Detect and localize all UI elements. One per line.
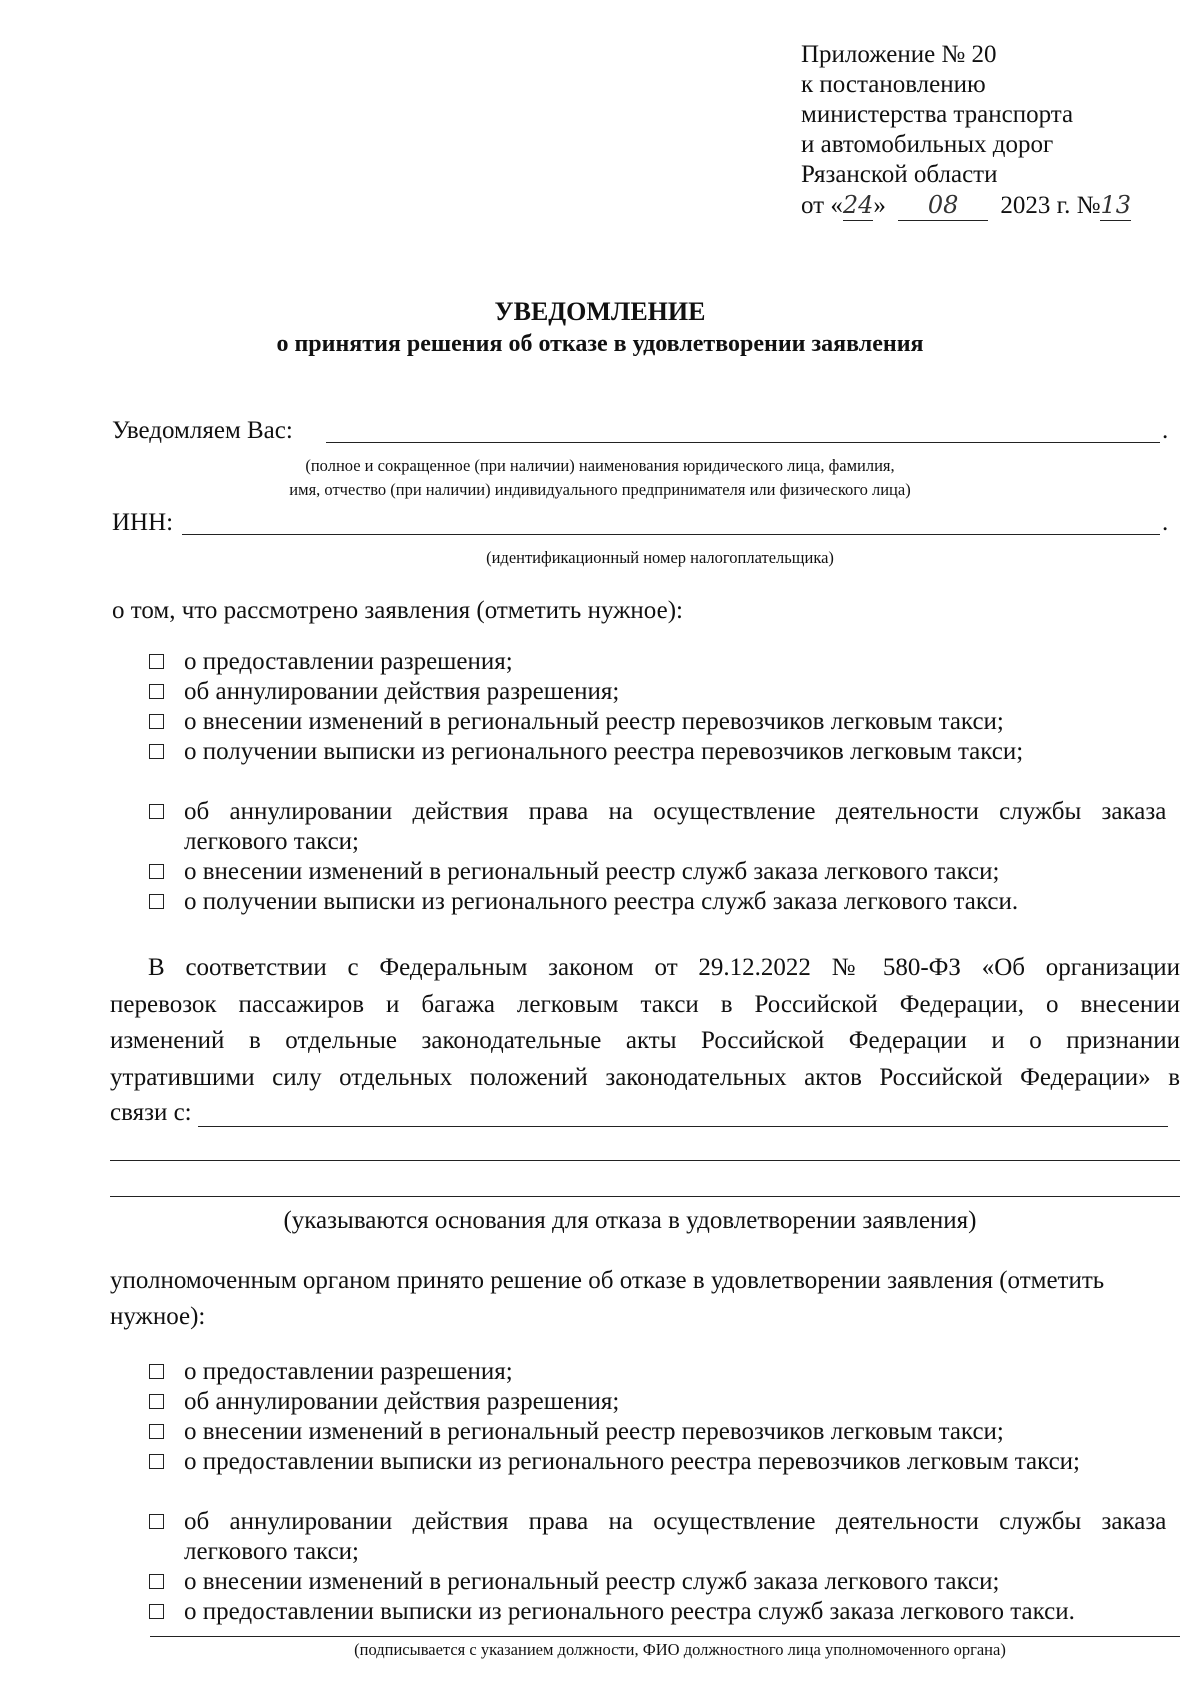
date-month: 08 bbox=[898, 190, 988, 221]
list1-item-text: о внесении изменений в региональный реестр служб заказа легкового такси; bbox=[184, 858, 1000, 885]
list1-item bbox=[149, 797, 1180, 857]
law-line-3: изменений в отдельные законодательные акты Российской Федерации и о признании bbox=[110, 1027, 1180, 1054]
checkbox[interactable] bbox=[149, 654, 164, 669]
inn-end-dot: . bbox=[1162, 509, 1169, 536]
notify-fill-line bbox=[326, 442, 1160, 443]
list1-item-text-justified: об аннулировании действия права на осуществление деятельности службы заказа bbox=[184, 798, 1167, 825]
reason-caption: (указываются основания для отказа в удовлетворении заявления) bbox=[283, 1207, 977, 1234]
appendix-line-4: и автомобильных дорог bbox=[801, 131, 1054, 158]
law-line-1: В соответствии с Федеральным законом от 29.12.2022 № 580-ФЗ «Об организации bbox=[148, 954, 1180, 981]
inn-label: ИНН: bbox=[112, 509, 174, 536]
reason-fill-line-2 bbox=[110, 1160, 1180, 1161]
appendix-line-5: Рязанской области bbox=[801, 161, 998, 188]
list2-item bbox=[149, 1507, 1180, 1567]
checkbox[interactable] bbox=[149, 1604, 164, 1619]
date-prefix: от « bbox=[801, 192, 843, 219]
document-subtitle: о принятия решения об отказе в удовлетворении заявления bbox=[276, 331, 924, 357]
checkbox[interactable] bbox=[149, 864, 164, 879]
list1-item-text: об аннулировании действия разрешения; bbox=[184, 678, 620, 705]
checkbox[interactable] bbox=[149, 1574, 164, 1589]
checkbox[interactable] bbox=[149, 1514, 164, 1529]
list2-item-text: об аннулировании действия разрешения; bbox=[184, 1388, 620, 1415]
list1-item-text: о предоставлении разрешения; bbox=[184, 648, 513, 675]
date-day-close: » bbox=[873, 192, 886, 219]
list2-item-wrap: легкового такси; bbox=[184, 1538, 359, 1565]
checkbox[interactable] bbox=[149, 684, 164, 699]
appendix-line-3: министерства транспорта bbox=[801, 101, 1074, 128]
notify-label: Уведомляем Вас: bbox=[112, 417, 293, 444]
date-year: 2023 г. № bbox=[1000, 192, 1101, 219]
list1-item-text bbox=[184, 797, 1180, 827]
inn-fill-line bbox=[182, 534, 1160, 535]
law-last-line: связи с: bbox=[110, 1099, 192, 1126]
reason-fill-line-3 bbox=[110, 1196, 1180, 1197]
checkbox[interactable] bbox=[149, 1424, 164, 1439]
list2-item-text: о внесении изменений в региональный реестр перевозчиков легковым такси; bbox=[184, 1418, 1004, 1445]
reason-fill-line-1 bbox=[198, 1126, 1168, 1127]
list2-item-text-justified: об аннулировании действия права на осуществление деятельности службы заказа bbox=[184, 1508, 1167, 1535]
law-line-2: перевозок пассажиров и багажа легковым такси в Российской Федерации, о внесении bbox=[110, 991, 1180, 1018]
checkbox[interactable] bbox=[149, 1454, 164, 1469]
appendix-date-line bbox=[801, 190, 1131, 221]
checkbox[interactable] bbox=[149, 804, 164, 819]
checkbox[interactable] bbox=[149, 714, 164, 729]
appendix-block bbox=[801, 40, 1131, 221]
law-line-4: утратившими силу отдельных положений законодательных актов Российской Федерации» в bbox=[110, 1064, 1180, 1091]
signature-caption: (подписывается с указанием должности, ФИО должностного лица уполномоченного органа) bbox=[354, 1640, 1006, 1659]
notify-caption-1: (полное и сокращенное (при наличии) наименования юридического лица, фамилия, bbox=[305, 456, 895, 475]
decision-line-1: уполномоченным органом принято решение об отказе в удовлетворении заявления (отметить bbox=[110, 1267, 1105, 1294]
signature-line bbox=[150, 1636, 1180, 1637]
list1-item-text: о получении выписки из регионального реестра перевозчиков легковым такси; bbox=[184, 738, 1024, 765]
notify-end-dot: . bbox=[1162, 417, 1169, 444]
checkbox[interactable] bbox=[149, 744, 164, 759]
date-day: 24 bbox=[842, 191, 874, 219]
list2-item-text: о предоставлении разрешения; bbox=[184, 1358, 513, 1385]
checkbox[interactable] bbox=[149, 1364, 164, 1379]
list1-item-wrap: легкового такси; bbox=[184, 828, 359, 855]
appendix-line-1: Приложение № 20 bbox=[801, 41, 997, 68]
decision-line-2: нужное): bbox=[110, 1303, 206, 1330]
inn-caption: (идентификационный номер налогоплательщика) bbox=[486, 548, 834, 567]
document-number: 13 bbox=[1100, 191, 1131, 219]
list2-item-text bbox=[184, 1507, 1180, 1537]
notify-caption-2: имя, отчество (при наличии) индивидуального предпринимателя или физического лица) bbox=[289, 480, 911, 499]
document-title: УВЕДОМЛЕНИЕ bbox=[494, 297, 706, 326]
list1-item-text: о получении выписки из регионального реестра служб заказа легкового такси. bbox=[184, 888, 1019, 915]
considered-text: о том, что рассмотрено заявления (отметить нужное): bbox=[112, 597, 683, 624]
checkbox[interactable] bbox=[149, 1394, 164, 1409]
list1-item-text: о внесении изменений в региональный реестр перевозчиков легковым такси; bbox=[184, 708, 1004, 735]
list2-item-text: о предоставлении выписки из регионального реестра перевозчиков легковым такси; bbox=[184, 1448, 1080, 1475]
appendix-line-2: к постановлению bbox=[801, 71, 986, 98]
checkbox[interactable] bbox=[149, 894, 164, 909]
list2-item-text: о предоставлении выписки из регионального реестра служб заказа легкового такси. bbox=[184, 1598, 1075, 1625]
list2-item-text: о внесении изменений в региональный реестр служб заказа легкового такси; bbox=[184, 1568, 1000, 1595]
